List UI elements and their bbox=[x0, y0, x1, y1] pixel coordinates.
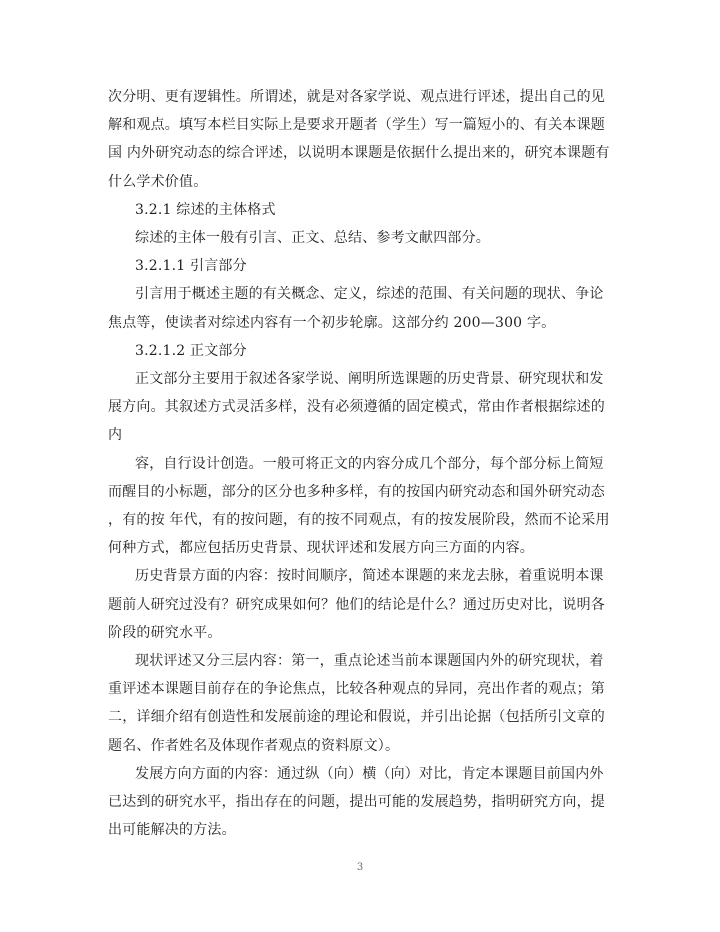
section-heading-3-2-1: 3.2.1 综述的主体格式 bbox=[135, 202, 276, 218]
text-line: 已达到的研究水平，指出存在的问题，提出可能的发展趋势，指明研究方向，提 bbox=[108, 794, 605, 810]
text-line: 重评述本课题目前存在的争论焦点，比较各种观点的异同，亮出作者的观点；第 bbox=[108, 681, 605, 697]
text-line: 何种方式，都应包括历史背景、现状评述和发展方向三方面的内容。 bbox=[108, 540, 534, 556]
text-line: 题名、作者姓名及体现作者观点的资料原文）。 bbox=[108, 738, 400, 754]
text-line: 展方向。其叙述方式灵活多样，没有必须遵循的固定模式，常由作者根据综述的 bbox=[108, 399, 605, 415]
text-line: ，有的按 年代，有的按问题，有的按不同观点，有的按发展阶段，然而不论采用 bbox=[108, 512, 610, 528]
text-line: 出可能解决的方法。 bbox=[108, 822, 236, 838]
text-line: 而醒目的小标题，部分的区分也多种多样，有的按国内研究动态和国外研究动态 bbox=[108, 484, 605, 500]
text-line: 焦点等，使读者对综述内容有一个初步轮廓。这部分约 200—300 字。 bbox=[108, 315, 556, 331]
text-line: 阶段的研究水平。 bbox=[108, 625, 222, 641]
text-line: 次分明、更有逻辑性。所谓述，就是对各家学说、观点进行评述，提出自己的见 bbox=[108, 89, 605, 105]
text-line: 国 内外研究动态的综合评述，以说明本课题是依据什么提出来的，研究本课题有 bbox=[108, 145, 610, 161]
text-line: 现状评述又分三层内容：第一，重点论述当前本课题国内外的研究现状，着 bbox=[135, 653, 604, 669]
text-line: 正文部分主要用于叙述各家学说、阐明所选课题的历史背景、研究现状和发 bbox=[135, 371, 604, 387]
text-line: 综述的主体一般有引言、正文、总结、参考文献四部分。 bbox=[135, 230, 490, 246]
text-line: 历史背景方面的内容：按时间顺序，简述本课题的来龙去脉，着重说明本课 bbox=[135, 568, 604, 584]
text-line: 引言用于概述主题的有关概念、定义，综述的范围、有关问题的现状、争论 bbox=[135, 286, 604, 302]
text-line: 发展方向方面的内容：通过纵（向）横（向）对比，肯定本课题目前国内外 bbox=[135, 766, 604, 782]
text-line: 什么学术价值。 bbox=[108, 174, 208, 190]
section-heading-3-2-1-1: 3.2.1.1 引言部分 bbox=[135, 258, 247, 274]
text-line: 解和观点。填写本栏目实际上是要求开题者（学生）写一篇短小的、有关本课题 bbox=[108, 117, 605, 133]
text-line: 题前人研究过没有？研究成果如何？他们的结论是什么？通过历史对比，说明各 bbox=[108, 597, 605, 613]
text-line: 二，详细介绍有创造性和发展前途的理论和假说，并引出论据（包括所引文章的 bbox=[108, 709, 605, 725]
text-line: 容，自行设计创造。一般可将正文的内容分成几个部分，每个部分标上简短 bbox=[135, 456, 604, 472]
section-heading-3-2-1-2: 3.2.1.2 正文部分 bbox=[135, 343, 247, 359]
text-line: 内 bbox=[108, 427, 123, 443]
page-number: 3 bbox=[356, 862, 364, 873]
